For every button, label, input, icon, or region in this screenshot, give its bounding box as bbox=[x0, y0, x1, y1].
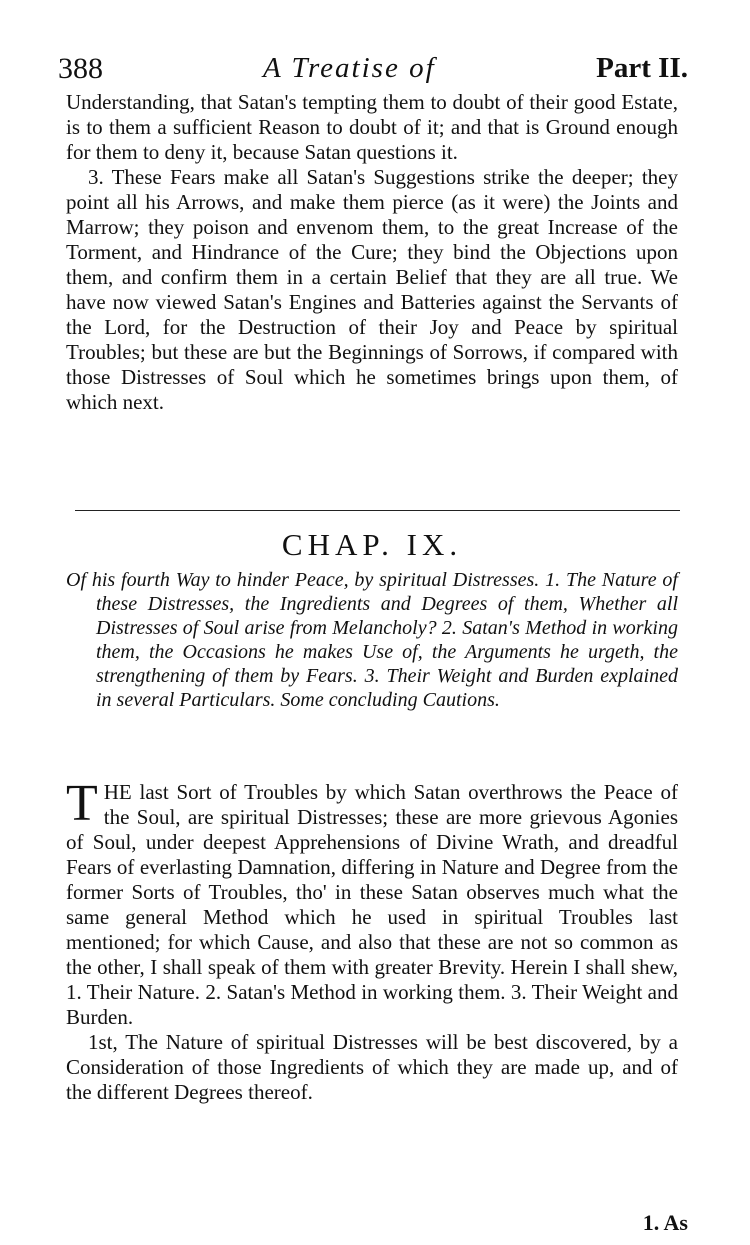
first-paragraph-text: HE last Sort of Troubles by which Satan overthrows the Peace of the Soul, are spiritual Distresses; these are more grievous Agonies of Soul, under deepest Apprehensions of Divine Wrath, and dreadful Fears of everlasting Damnation, differing in Nature and Degree from the former Sorts of Troubles, tho' in these Satan observes much what the same general Method which he used in spiritual Troubles last mentioned; for which Cause, and also that these are not so common as the other, I shall speak of them with greater Brevity. Herein I shall shew, 1. Their Nature. 2. Satan's Method in working them. 3. Their Weight and Burden. bbox=[66, 780, 678, 1029]
part-label: Part II. bbox=[596, 52, 688, 84]
chapter-synopsis bbox=[66, 568, 678, 712]
running-head bbox=[58, 52, 688, 92]
running-title: A Treatise of bbox=[263, 52, 436, 84]
continued-paragraph: Understanding, that Satan's tempting them to doubt of their good Estate, is to them a sufficient Reason to doubt of it; and that is Ground enough for them to deny it, because Satan questions it. bbox=[66, 90, 678, 164]
drop-cap: T bbox=[66, 775, 98, 832]
section-divider bbox=[75, 510, 680, 511]
catchword: 1. As bbox=[642, 1210, 688, 1235]
chapter-text-block bbox=[66, 775, 678, 1105]
chapter-heading: CHAP. IX. bbox=[281, 527, 463, 562]
chapter-second-paragraph: 1st, The Nature of spiritual Distresses will be best discovered, by a Consideration of those Ingredients of which they are made up, and of the different Degrees thereof. bbox=[66, 1030, 678, 1104]
synopsis-text: Of his fourth Way to hinder Peace, by spiritual Distresses. 1. The Nature of these Distresses, the Ingredients and Degrees of them, Whether all Distresses of Soul arise from Melancholy? 2. Satan's Method in working them, the Occasions he makes Use of, the Arguments he urgeth, the strengthening of them by Fears. 3. Their Weight and Burden explained in several Particulars. Some concluding Cautions. bbox=[66, 569, 678, 711]
paragraph-three: 3. These Fears make all Satan's Suggestions strike the deeper; they point all his Arrows, and make them pierce (as it were) the Joints and Marrow; they poison and envenom them, to the great Increase of the Torment, and Hindrance of the Cure; they bind the Objections upon them, and confirm them in a certain Belief that they are all true. We have now viewed Satan's Engines and Batteries against the Servants of the Lord, for the Destruction of their Joy and Peace by spiritual Troubles; but these are but the Beginnings of Sorrows, if compared with those Distresses of Soul which he sometimes brings upon them, of which next. bbox=[66, 165, 678, 414]
page-number: 388 bbox=[58, 52, 103, 85]
chapter-first-paragraph bbox=[66, 775, 678, 1030]
opening-text-block bbox=[66, 90, 678, 415]
